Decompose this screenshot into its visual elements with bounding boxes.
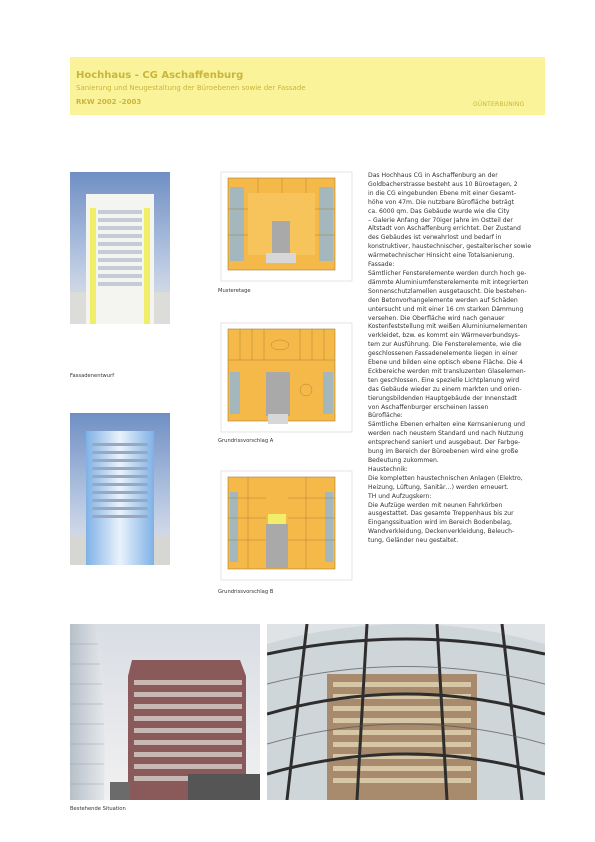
- body-line: bung im Bereich der Büroebenen wird eine große: [368, 448, 519, 456]
- body-line: Altstadt von Aschaffenburg errichtet. Der Zustand: [368, 225, 521, 233]
- facade-draft-image-2: [70, 413, 170, 565]
- caption-existing-situation: Bestehende Situation: [70, 806, 126, 812]
- body-line: von Aschaffenburger erscheinen lassen: [368, 403, 489, 411]
- caption-plan-b: Grundrissvorschlag B: [218, 589, 274, 595]
- architect-logo: GÜNTERBUNING: [473, 101, 525, 108]
- body-line: Die kompletten haustechnischen Anlagen (Elektro,: [368, 474, 523, 482]
- body-line: in die CG eingebunden Ebene mit einer Gesamt-: [368, 189, 516, 197]
- body-line: werden nach neustem Standard und nach Nutzung: [368, 430, 524, 438]
- section-heading-buerofläche: Bürofläche:: [368, 412, 403, 420]
- page-title: Hochhaus - CG Aschaffenburg: [76, 70, 244, 81]
- body-line: verkleidet, bzw. es kommt ein Wärmeverbundsys-: [368, 332, 521, 340]
- body-line: Eingangssituation wird im Bereich Bodenbelag,: [368, 519, 512, 527]
- floorplan-variant-a: [218, 320, 355, 435]
- floorplan-variant-b: [218, 468, 355, 583]
- body-line: Eckbereiche werden mit transluzenten Glaselemen-: [368, 367, 526, 375]
- section-heading-fassade: Fassade:: [368, 261, 395, 269]
- body-line: Goldbacherstrasse besteht aus 10 Büroetagen, 2: [368, 180, 518, 188]
- body-line: konstruktiver, haustechnischer, gestalterischer sowie: [368, 243, 532, 251]
- body-line: des Gebäudes ist verwahrlost und bedarf in: [368, 234, 502, 242]
- body-line: tierungsbildenden Hauptgebäude der Innenstadt: [368, 394, 518, 402]
- photo-existing-building: [70, 624, 260, 800]
- page-subtitle: Sanierung und Neugestaltung der Büroebenen sowie der Fassade: [76, 84, 306, 92]
- facade-draft-image-1: [70, 172, 170, 324]
- caption-plan-a: Grundrissvorschlag A: [218, 438, 274, 444]
- body-line: wärmetechnischer Hinsicht eine Totalsanierung.: [368, 252, 515, 260]
- project-description: [368, 172, 548, 546]
- caption-facade-draft: Fassadenentwurf: [70, 373, 115, 379]
- body-line: tung, Geländer neu gestaltet.: [368, 537, 459, 545]
- body-line: geschlossenen Fassadenelemente liegen in einer: [368, 350, 518, 358]
- body-line: Das Hochhaus CG in Aschaffenburg an der: [368, 172, 498, 179]
- body-line: Sonnenschutzlamellen ausgetauscht. Die bestehen-: [368, 287, 527, 295]
- section-heading-th-aufzugskern: TH und Aufzugskern:: [368, 492, 432, 500]
- caption-model-floor: Musteretage: [218, 288, 251, 294]
- project-years: RKW 2002 -2003: [76, 98, 142, 106]
- body-line: ausgestattet. Das gesamte Treppenhaus bis zur: [368, 510, 514, 518]
- section-heading-haustechnik: Haustechnik:: [368, 465, 408, 473]
- body-line: den Betonvorhangelemente werden auf Schäden: [368, 296, 518, 304]
- body-line: ca. 6000 qm. Das Gebäude wurde wie die City: [368, 207, 510, 215]
- body-line: Die Aufzüge werden mit neunen Fahrkörben: [368, 501, 503, 509]
- body-line: höhe von 47m. Die nutzbare Bürofläche beträgt: [368, 198, 514, 206]
- body-line: versehen. Die Oberfläche wird nach genauer: [368, 314, 505, 322]
- body-line: entsprechend saniert und ausgebaut. Der Farbge-: [368, 439, 521, 447]
- photo-glass-roof-view: [267, 624, 545, 800]
- body-line: ten geschlossen. Eine spezielle Lichtplanung wird: [368, 376, 520, 384]
- body-line: Ebene und bilden eine optisch ebene Fläche. Die 4: [368, 359, 523, 367]
- body-line: dämmte Aluminiumfensterelemente mit integrierten: [368, 278, 529, 286]
- body-line: Wandverkleidung, Deckenverkleidung, Beleuch-: [368, 528, 515, 536]
- body-line: Bedeutung zukommen.: [368, 457, 439, 464]
- body-line: untersucht und mit einer 16 cm starken Dämmung: [368, 305, 524, 313]
- body-line: tem zur Ausführung. Die Fensterelemente, wie die: [368, 341, 522, 349]
- body-line: Heizung, Lüftung, Sanitär…) werden erneuert.: [368, 483, 509, 491]
- body-line: das Gebäude wieder zu einem markten und orien-: [368, 385, 522, 393]
- body-line: Sämtlicher Fensterelemente werden durch hoch ge-: [368, 269, 527, 277]
- body-line: Kostenfeststellung mit weißen Aluminiumelementen: [368, 323, 528, 331]
- body-line: – Galerie Anfang der 70iger Jahre im Ostteil der: [368, 216, 513, 224]
- body-line: Sämtliche Ebenen erhalten eine Kernsanierung und: [368, 421, 525, 429]
- floorplan-model-floor: [218, 169, 355, 284]
